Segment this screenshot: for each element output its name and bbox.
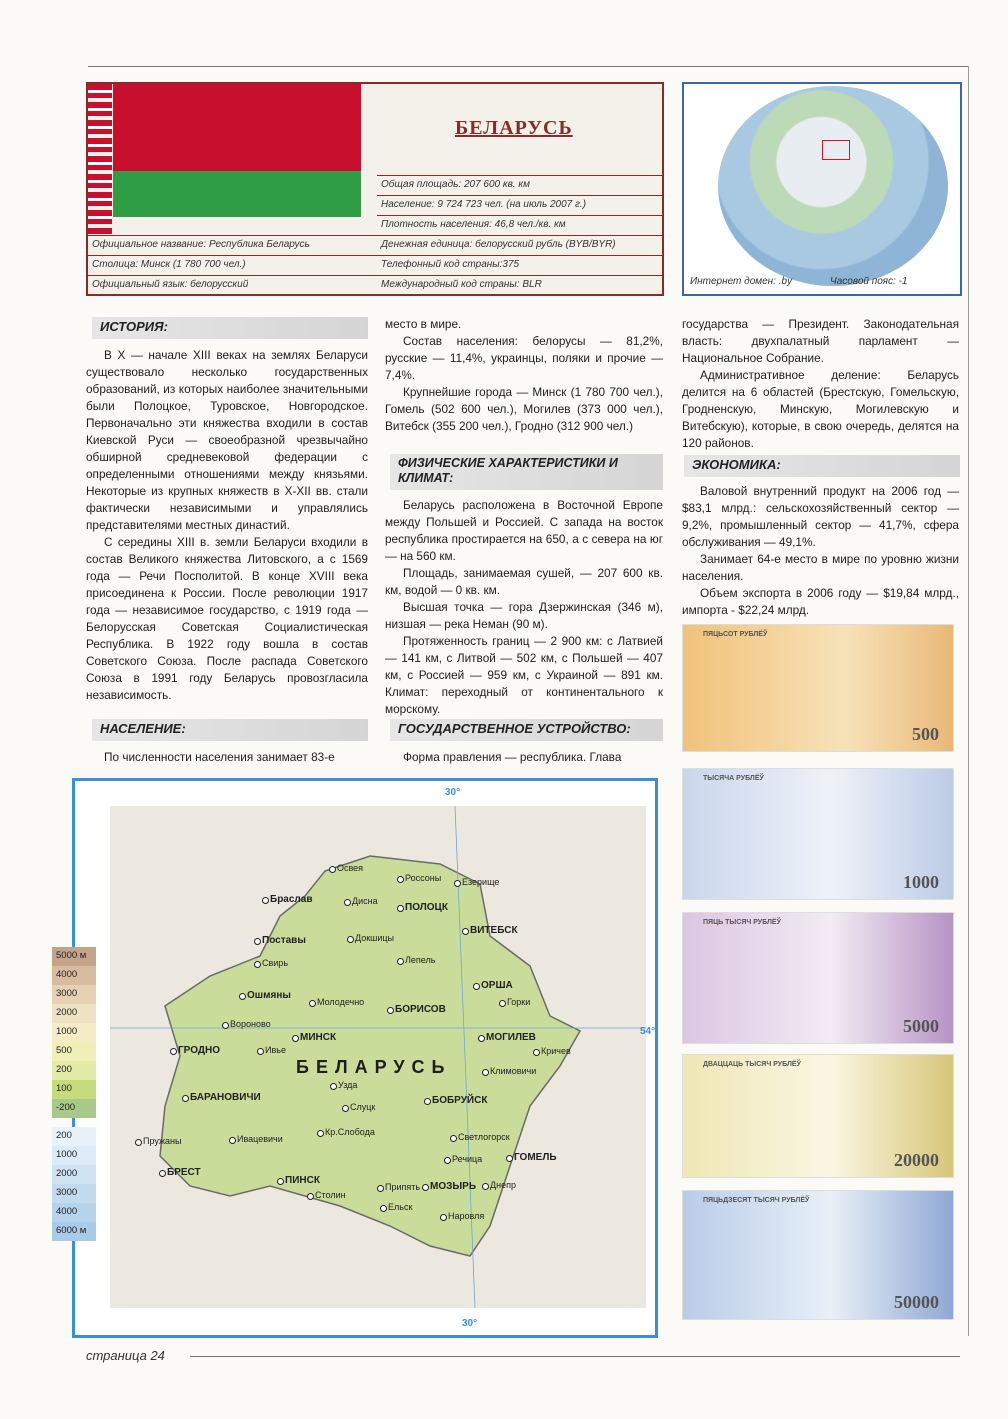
banknote-5000-value: 5000 bbox=[903, 1016, 939, 1036]
physical-paragraph-1: Беларусь расположена в Восточной Европе между Польшей и Россией. С запада на восток республика простирается на 650, а с севера на юг — на 560 км. bbox=[385, 498, 663, 563]
city-label: Климовичи bbox=[490, 1066, 537, 1076]
economy-paragraph-2: Занимает 64-е место в мире по уровню жизни населения. bbox=[682, 552, 959, 583]
fact-currency: Денежная единица: белорусский рубль (BYB/BYR) bbox=[377, 235, 662, 255]
government-text bbox=[385, 749, 663, 766]
city-dot bbox=[170, 1048, 177, 1055]
city-label: Дисна bbox=[352, 896, 378, 906]
city-label: ПОЛОЦК bbox=[405, 902, 448, 913]
fact-density: Плотность населения: 46,8 чел./кв. км bbox=[377, 215, 662, 235]
banknote-500-title: ПЯЦЬСОТ РУБЛЁЎ bbox=[703, 631, 768, 638]
city-label: ПИНСК bbox=[285, 1175, 320, 1186]
city-label: Браслав bbox=[270, 894, 313, 905]
economy-paragraph-1: Валовой внутренний продукт на 2006 год — $83,1 млрд.: сельскохозяйственный сектор — 9,2%, промышленный сектор — 41,7%, сфера обслуживания — 49,1%. bbox=[682, 484, 959, 549]
city-dot bbox=[450, 1135, 457, 1142]
city-dot bbox=[277, 1178, 284, 1185]
city-dot bbox=[329, 866, 336, 873]
government-heading: ГОСУДАРСТВЕННОЕ УСТРОЙСТВО: bbox=[390, 719, 663, 741]
page-number: страница 24 bbox=[86, 1348, 165, 1363]
legend-100: 100 bbox=[52, 1080, 96, 1099]
city-label: Пружаны bbox=[143, 1136, 182, 1146]
banknote-20000 bbox=[682, 1054, 954, 1178]
flag-ornament bbox=[88, 84, 112, 234]
city-label: Ивацевичи bbox=[237, 1134, 283, 1144]
city-label: Ивье bbox=[265, 1045, 286, 1055]
city-dot bbox=[482, 1069, 489, 1076]
city-dot bbox=[387, 1007, 394, 1014]
city-label: Припять bbox=[385, 1182, 421, 1192]
legend-depth-200: 200 bbox=[52, 1127, 96, 1146]
banknote-5000-title: ПЯЦЬ ТЫСЯЧ РУБЛЁЎ bbox=[703, 919, 781, 926]
legend-depth-6000: 6000 м bbox=[52, 1222, 96, 1241]
city-dot bbox=[380, 1205, 387, 1212]
city-dot bbox=[262, 897, 269, 904]
city-dot bbox=[257, 1048, 264, 1055]
banknote-1000-value: 1000 bbox=[903, 872, 939, 892]
largest-cities: Крупнейшие города — Минск (1 780 700 чел.), Гомель (502 600 чел.), Могилев (373 000 чел.), Витебск (355 200 чел.), Гродно (312 900 чел.) bbox=[385, 385, 663, 433]
city-label: Кричев bbox=[541, 1046, 571, 1056]
city-label: Ельск bbox=[388, 1202, 413, 1212]
map-country-label: БЕЛАРУСЬ bbox=[296, 1057, 452, 1077]
city-label: МОЗЫРЬ bbox=[430, 1181, 477, 1192]
banknote-50000-value: 50000 bbox=[894, 1292, 939, 1312]
physical-text bbox=[385, 497, 663, 718]
city-label: Ошмяны bbox=[247, 990, 291, 1001]
belarus-marker bbox=[822, 140, 850, 160]
banknote-50000-title: ПЯЦЬДЗЕСЯТ ТЫСЯЧ РУБЛЁЎ bbox=[703, 1197, 810, 1204]
city-dot bbox=[482, 1183, 489, 1190]
city-dot bbox=[239, 993, 246, 1000]
column3-text-top bbox=[682, 316, 959, 452]
city-label: БРЕСТ bbox=[167, 1167, 201, 1178]
government-paragraph-1: Форма правления — республика. Глава bbox=[403, 750, 622, 764]
legend-depth-2000: 2000 bbox=[52, 1165, 96, 1184]
population-heading: НАСЕЛЕНИЕ: bbox=[92, 719, 368, 741]
fact-capital: Столица: Минск (1 780 700 чел.) bbox=[88, 255, 377, 275]
flag-green-band bbox=[113, 171, 361, 217]
city-dot bbox=[254, 938, 261, 945]
city-label: ГРОДНО bbox=[178, 1045, 220, 1056]
right-rule bbox=[968, 66, 969, 1336]
physical-heading: ФИЗИЧЕСКИЕ ХАРАКТЕРИСТИКИ И КЛИМАТ: bbox=[390, 454, 663, 490]
history-text bbox=[86, 347, 368, 704]
city-dot bbox=[533, 1049, 540, 1056]
city-dot bbox=[182, 1095, 189, 1102]
city-label: Освея bbox=[337, 863, 364, 873]
city-label: Россоны bbox=[405, 873, 442, 883]
banknote-1000-title: ТЫСЯЧА РУБЛЁЎ bbox=[703, 775, 764, 782]
city-dot bbox=[478, 1035, 485, 1042]
city-label: Свирь bbox=[262, 958, 289, 968]
city-dot bbox=[347, 936, 354, 943]
longitude-bottom: 30° bbox=[462, 1318, 478, 1329]
banknote-5000 bbox=[682, 912, 954, 1044]
longitude-top: 30° bbox=[445, 787, 461, 798]
city-dot bbox=[444, 1157, 451, 1164]
fact-official-name: Официальное название: Республика Беларусь bbox=[88, 235, 377, 255]
flag-red-band bbox=[113, 84, 361, 171]
physical-paragraph-3: Высшая точка — гора Дзержинская (346 м), низшая — река Неман (90 м). bbox=[385, 600, 663, 631]
physical-paragraph-2: Площадь, занимаемая сушей, — 207 600 кв. км, водой — 0 кв. км. bbox=[385, 566, 663, 597]
legend-4000: 4000 bbox=[52, 966, 96, 985]
banknote-20000-value: 20000 bbox=[894, 1150, 939, 1170]
city-dot bbox=[506, 1155, 513, 1162]
city-dot bbox=[397, 905, 404, 912]
history-paragraph-1: В X — начале XIII веках на землях Беларуси существовало несколько государственных образований, из которых наиболее значительными были Полоцкое, Туровское, Новгородское. Первоначально эти княжества входили в состав Киевской Руси — своеобразной чрезвычайно обширной средневековой федерации с определенными отношениями между князьями. Некоторые из крупных княжеств в X-XII вв. стали фактически независимыми и управлялись представителями местных династий. bbox=[86, 348, 368, 532]
history-paragraph-2: С середины XIII в. земли Беларуси входили в состав Великого княжества Литовского, а с 1569 года — Речи Посполитой. В конце XVIII века присоединена к России. После революции 1917 года — независимое государство, с 1919 года — Белорусская Советская Социалистическая Республика. В 1922 году вошла в состав Советского Союза. После распада Советского Союза в 1991 году Беларусь провозгласила независимость. bbox=[86, 535, 368, 702]
city-label: Столин bbox=[315, 1190, 346, 1200]
legend-depth-1000: 1000 bbox=[52, 1146, 96, 1165]
legend-1000: 1000 bbox=[52, 1023, 96, 1042]
globe-domain: Интернет домен: .by bbox=[690, 276, 793, 287]
city-dot bbox=[222, 1022, 229, 1029]
population-paragraph-1: По численности населения занимает 83-е bbox=[104, 750, 335, 764]
city-dot bbox=[473, 983, 480, 990]
city-dot bbox=[254, 961, 261, 968]
legend-5000: 5000 м bbox=[52, 947, 96, 966]
city-label: Светлогорск bbox=[458, 1132, 510, 1142]
city-dot bbox=[424, 1098, 431, 1105]
city-dot bbox=[159, 1170, 166, 1177]
city-dot bbox=[135, 1139, 142, 1146]
population-composition: Состав населения: белорусы — 81,2%, русские — 11,4%, украинцы, поляки и прочие — 7,4%. bbox=[385, 334, 663, 382]
city-label: Поставы bbox=[262, 935, 306, 946]
city-dot bbox=[422, 1184, 429, 1191]
globe-image bbox=[718, 86, 948, 286]
city-label: ОРША bbox=[481, 980, 513, 991]
city-dot bbox=[462, 928, 469, 935]
city-label: БОРИСОВ bbox=[395, 1004, 446, 1015]
city-label: БОБРУЙСК bbox=[432, 1095, 488, 1106]
population-text bbox=[86, 749, 368, 766]
city-dot bbox=[330, 1083, 337, 1090]
city-label: МИНСК bbox=[300, 1032, 337, 1043]
legend-2000: 2000 bbox=[52, 1004, 96, 1023]
admin-division: Административное деление: Беларусь делится на 6 областей (Брестскую, Гомельскую, Гродненскую, Минскую, Могилевскую и Витебскую), которые, в свою очередь, делятся на 120 районов. bbox=[682, 368, 959, 450]
fact-phone: Телефонный код страны:375 bbox=[377, 255, 662, 275]
city-dot bbox=[317, 1130, 324, 1137]
city-label: ВИТЕБСК bbox=[470, 925, 518, 936]
city-label: Докшицы bbox=[355, 933, 395, 943]
city-dot bbox=[307, 1193, 314, 1200]
legend-500: 500 bbox=[52, 1042, 96, 1061]
latitude-right: 54° bbox=[640, 1026, 656, 1037]
country-title: БЕЛАРУСЬ bbox=[455, 117, 573, 139]
economy-heading: ЭКОНОМИКА: bbox=[684, 455, 960, 477]
history-heading: ИСТОРИЯ: bbox=[92, 317, 368, 339]
city-dot bbox=[440, 1214, 447, 1221]
city-label: Узда bbox=[338, 1080, 358, 1090]
globe-timezone: Часовой пояс: -1 bbox=[830, 276, 908, 287]
legend-3000: 3000 bbox=[52, 985, 96, 1004]
government-continued: государства — Президент. Законодательная власть: двухпалатный парламент — Национальное Собрание. bbox=[682, 317, 959, 365]
city-label: Речица bbox=[452, 1154, 483, 1164]
physical-paragraph-4: Протяженность границ — 2 900 км: с Латвией — 141 км, с Литвой — 502 км, с Польшей — 407 км, с Россией — 959 км, с Украиной — 891 км. Климат: переходный от континентального к морскому. bbox=[385, 634, 663, 716]
city-dot bbox=[454, 880, 461, 887]
city-dot bbox=[499, 1000, 506, 1007]
footer-rule bbox=[190, 1356, 960, 1357]
fact-area: Общая площадь: 207 600 кв. км bbox=[377, 175, 662, 195]
city-label: БАРАНОВИЧИ bbox=[190, 1092, 261, 1103]
city-dot bbox=[377, 1185, 384, 1192]
city-dot bbox=[397, 876, 404, 883]
city-label: Молодечно bbox=[317, 997, 365, 1007]
column2-text-top bbox=[385, 316, 663, 435]
economy-text bbox=[682, 483, 959, 619]
city-dot bbox=[342, 1105, 349, 1112]
city-label: Кр.Слобода bbox=[325, 1127, 375, 1137]
city-dot bbox=[229, 1137, 236, 1144]
banknote-500 bbox=[682, 624, 954, 752]
city-label: Лепель bbox=[405, 955, 436, 965]
city-dot bbox=[397, 958, 404, 965]
city-label: Езерище bbox=[462, 877, 500, 887]
fact-language: Официальный язык: белорусский bbox=[88, 275, 377, 295]
banknote-500-value: 500 bbox=[912, 724, 939, 744]
city-label: Днепр bbox=[490, 1180, 516, 1190]
city-label: Горки bbox=[507, 997, 531, 1007]
banknote-50000 bbox=[682, 1190, 954, 1320]
fact-population: Население: 9 724 723 чел. (на июль 2007 г.) bbox=[377, 195, 662, 215]
city-dot bbox=[292, 1035, 299, 1042]
city-dot bbox=[344, 899, 351, 906]
population-continued: место в мире. bbox=[385, 317, 462, 331]
legend-depth-4000: 4000 bbox=[52, 1203, 96, 1222]
banknote-1000 bbox=[682, 768, 954, 900]
legend-200: 200 bbox=[52, 1061, 96, 1080]
fact-code: Международный код страны: BLR bbox=[377, 275, 662, 295]
city-label: ГОМЕЛЬ bbox=[514, 1152, 557, 1163]
economy-paragraph-3: Объем экспорта в 2006 году — $19,84 млрд., импорта - $22,24 млрд. bbox=[682, 586, 959, 617]
city-dot bbox=[309, 1000, 316, 1007]
city-label: Слуцк bbox=[350, 1102, 376, 1112]
banknote-20000-title: ДВАЦЦАЦЬ ТЫСЯЧ РУБЛЁЎ bbox=[703, 1061, 801, 1068]
city-label: МОГИЛЕВ bbox=[486, 1032, 536, 1043]
legend-minus200: -200 bbox=[52, 1099, 96, 1118]
city-label: Вороново bbox=[230, 1019, 271, 1029]
legend-depth-3000: 3000 bbox=[52, 1184, 96, 1203]
top-rule bbox=[88, 66, 968, 67]
city-label: Наровля bbox=[448, 1211, 485, 1221]
